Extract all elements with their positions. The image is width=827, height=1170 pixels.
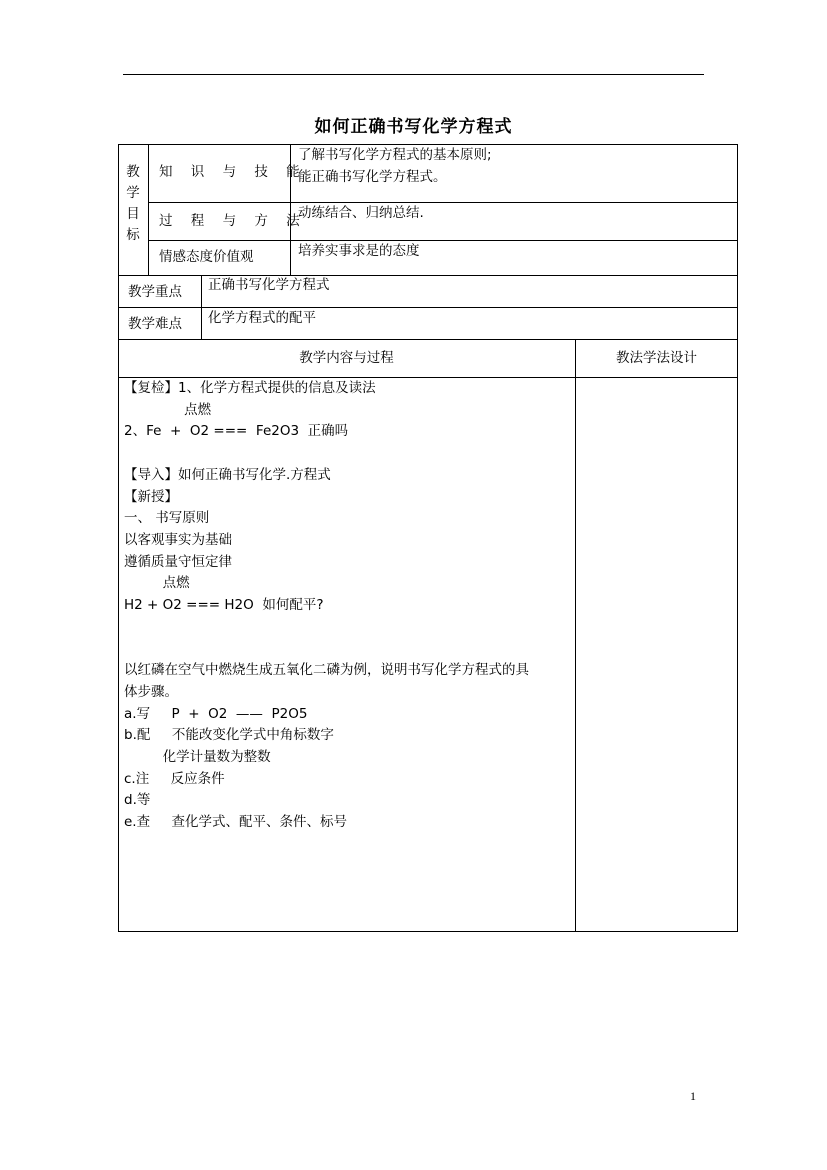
table-border-left (118, 144, 119, 932)
content-line: c.注 反应条件 (124, 770, 225, 787)
objective-label-knowledge: 知 识 与 技 能 (159, 164, 307, 180)
col-divider-key (201, 275, 202, 339)
difficulty-label: 教学难点 (128, 316, 182, 332)
key-point-value: 正确书写化学方程式 (208, 277, 330, 293)
content-line: d.等 (124, 792, 151, 809)
content-line: H2 + O2 === H2O 如何配平? (124, 597, 324, 613)
method-header: 教法学法设计 (616, 350, 697, 366)
content-line: 点燃 (124, 401, 212, 418)
header-rule (123, 74, 704, 75)
content-line: 点燃 (124, 575, 190, 592)
objective-label-process: 过 程 与 方 法 (159, 213, 307, 229)
row-divider-5 (118, 339, 738, 340)
content-line: 遵循质量守恒定律 (124, 553, 232, 570)
table-border-bottom (118, 931, 738, 932)
content-line: 【导入】如何正确书写化学.方程式 (124, 466, 331, 483)
content-line: 【复检】1、化学方程式提供的信息及读法 (124, 380, 376, 396)
difficulty-value: 化学方程式的配平 (208, 310, 316, 326)
col-divider-method (575, 339, 576, 931)
page-title: 如何正确书写化学方程式 (314, 117, 513, 137)
table-border-right (737, 144, 738, 932)
objective-label-attitude: 情感态度价值观 (159, 249, 254, 265)
row-divider-2 (148, 240, 738, 241)
content-line: 以客观事实为基础 (124, 531, 232, 548)
content-line: a.写 P + O2 —— P2O5 (124, 705, 308, 722)
objective-value-knowledge-2: 能正确书写化学方程式。 (298, 169, 447, 185)
content-line: 体步骤。 (124, 683, 178, 700)
content-line: 化学计量数为整数 (124, 748, 271, 765)
page-number: 1 (690, 1089, 696, 1103)
content-header: 教学内容与过程 (299, 350, 394, 366)
key-point-label: 教学重点 (128, 284, 182, 300)
col-divider-objectives (148, 144, 149, 275)
content-line: 一、 书写原则 (124, 510, 210, 527)
content-line: 【新授】 (124, 488, 178, 505)
objective-value-attitude: 培养实事求是的态度 (298, 243, 420, 259)
objective-value-process: 动练结合、归纳总结. (298, 205, 424, 221)
objectives-group-label: 教 学 目 标 (126, 164, 140, 243)
content-line: b.配 不能改变化学式中角标数字 (124, 727, 334, 744)
content-line: e.查 查化学式、配平、条件、标号 (124, 814, 348, 830)
row-divider-1 (148, 202, 738, 203)
content-line: 2、Fe + O2 === Fe2O3 正确吗 (124, 423, 349, 440)
content-line: 以红磷在空气中燃烧生成五氧化二磷为例，说明书写化学方程式的具 (124, 662, 529, 679)
objective-value-knowledge-1: 了解书写化学方程式的基本原则; (298, 147, 492, 163)
